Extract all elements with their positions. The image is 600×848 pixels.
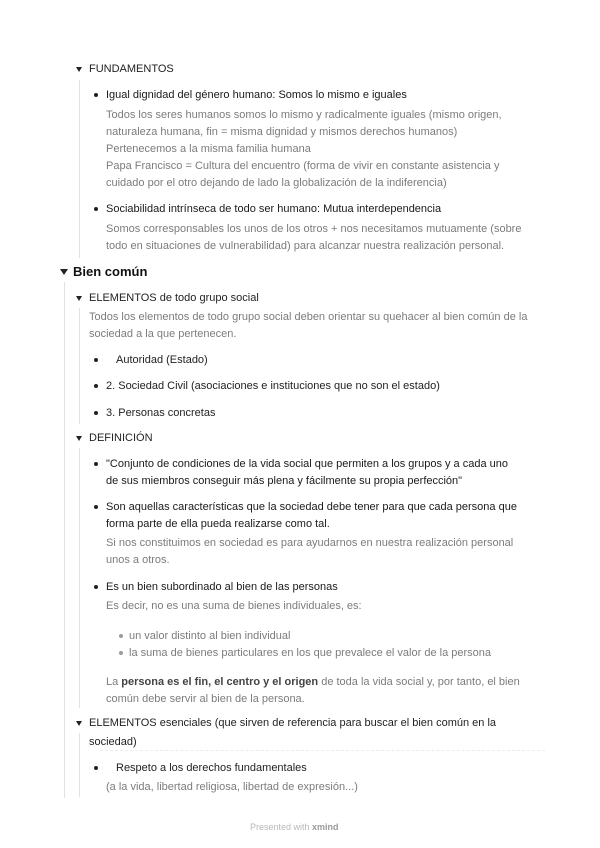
esenciales-item1: Respeto a los derechos fundamentales: [116, 762, 307, 774]
guide-line: [79, 308, 80, 424]
fundamentos-item2-text: Somos corresponsables los unos de los otros + nos necesitamos mutuamente (sobre: [106, 223, 522, 235]
paragraph-text: de toda la vida social y, por tanto, el bien: [318, 676, 520, 688]
esenciales-title: ELEMENTOS esenciales (que sirven de referencia para buscar el bien común en la: [89, 717, 497, 729]
footer-presented-with: [250, 822, 339, 832]
definicion-item2-title: Son aquellas características que la sociedad debe tener para que cada persona que: [106, 501, 517, 513]
definicion-item2-text: unos a otros.: [106, 554, 170, 566]
fundamentos-title: FUNDAMENTOS: [89, 63, 174, 75]
collapse-triangle-icon[interactable]: [76, 436, 82, 441]
bullet-icon: [119, 634, 123, 638]
fundamentos-item2-title: Sociabilidad intrínseca de todo ser humano: Mutua interdependencia: [106, 203, 442, 215]
bullet-icon: [94, 505, 98, 509]
guide-line: [79, 448, 80, 708]
collapse-triangle-icon[interactable]: [76, 67, 82, 72]
bullet-icon: [94, 207, 98, 211]
paragraph-text: La: [106, 676, 122, 688]
paragraph-emphasis: persona es el fin, el centro y el origen: [121, 676, 319, 688]
fundamentos-item1-text: naturaleza humana, fin = misma dignidad y mismos derechos humanos): [106, 126, 458, 138]
definicion-title: DEFINICIÓN: [89, 432, 153, 444]
bullet-icon: [119, 651, 123, 655]
bullet-icon: [94, 411, 98, 415]
esenciales-item1-note: (a la vida, libertad religiosa, libertad de expresión...): [106, 781, 358, 793]
definicion-item2-text: Si nos constituimos en sociedad es para ayudarnos en nuestra realización personal: [106, 537, 514, 549]
bullet-icon: [94, 462, 98, 466]
bullet-icon: [94, 585, 98, 589]
bullet-icon: [94, 384, 98, 388]
definicion-item3-paragraph: común debe servir al bien de la persona.: [106, 693, 305, 705]
collapse-triangle-icon[interactable]: [76, 296, 82, 301]
definicion-item3-sub: un valor distinto al bien individual: [129, 630, 291, 642]
elementos-item: 2. Sociedad Civil (asociaciones e instituciones que no son el estado): [106, 380, 440, 392]
elementos-text: Todos los elementos de todo grupo social deben orientar su quehacer al bien común de la: [89, 311, 528, 323]
definicion-item3-intro: Es decir, no es una suma de bienes individuales, es:: [106, 600, 362, 612]
definicion-item3-title: Es un bien subordinado al bien de las personas: [106, 581, 338, 593]
fundamentos-item1-text: Todos los seres humanos somos lo mismo y radicalmente iguales (mismo origen,: [106, 109, 502, 121]
fundamentos-item1-text: cuidado por el otro dejando de lado la globalización de la indiferencia): [106, 177, 447, 189]
bullet-icon: [94, 93, 98, 97]
definicion-item3-paragraph: [106, 674, 520, 691]
bullet-icon: [94, 766, 98, 770]
fundamentos-item1-text: Papa Francisco = Cultura del encuentro (forma de vivir en constante asistencia y: [106, 160, 500, 172]
elementos-item: 3. Personas concretas: [106, 407, 216, 419]
elementos-text: sociedad a la que pertenecen.: [89, 328, 237, 340]
fundamentos-item1-title: Igual dignidad del género humano: Somos lo mismo e iguales: [106, 89, 407, 101]
bullet-icon: [94, 358, 98, 362]
guide-line: [79, 733, 80, 797]
guide-line: [79, 80, 80, 258]
esenciales-title: sociedad): [89, 736, 137, 748]
definicion-item2-title: forma parte de ella pueda realizarse como tal.: [106, 518, 330, 530]
fundamentos-item1-text: Pertenecemos a la misma familia humana: [106, 143, 311, 155]
divider: [100, 750, 545, 751]
collapse-triangle-icon[interactable]: [76, 721, 82, 726]
definicion-item1-text: "Conjunto de condiciones de la vida social que permiten a los grupos y a cada uno: [106, 458, 508, 470]
definicion-item1-text: de sus miembros conseguir más plena y fácilmente su propia perfección": [106, 475, 463, 487]
guide-line: [64, 282, 65, 798]
footer-text: Presented with: [250, 822, 313, 832]
fundamentos-item2-text: todo en situaciones de vulnerabilidad) para alcanzar nuestra realización personal.: [106, 240, 505, 252]
xmind-logo-text: xmind: [312, 822, 339, 832]
elementos-item: Autoridad (Estado): [116, 354, 208, 366]
definicion-item3-sub: la suma de bienes particulares en los que prevalece el valor de la persona: [129, 647, 491, 659]
bien-comun-title: Bien común: [73, 264, 148, 279]
collapse-triangle-icon[interactable]: [60, 269, 68, 275]
elementos-title: ELEMENTOS de todo grupo social: [89, 292, 259, 304]
